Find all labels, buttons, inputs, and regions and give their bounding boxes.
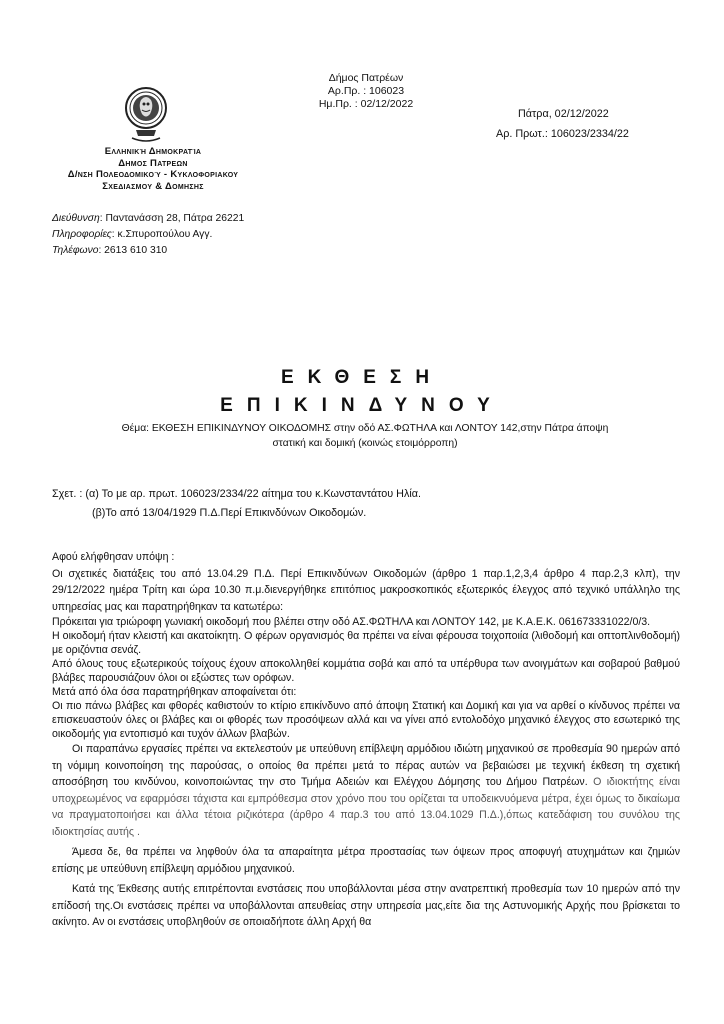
contact-phone: Τηλέφωνο: 2613 610 310 xyxy=(52,245,168,256)
contact-info-person: Πληροφορίες: κ.Σπυροπούλου Αγγ. xyxy=(52,229,213,240)
paragraph-works xyxy=(52,741,680,840)
org-municipality: Δημος Πατρεων xyxy=(118,157,188,169)
registry-stamp xyxy=(296,72,436,111)
paragraph-structure: Η οικοδομή ήταν κλειστή και ακατοίκητη. Ο φέρων οργανισμός θα πρέπει να είναι φέρουσα τοιχοποιία (λιθοδομή και οπτοπλινθοδομή) με οριζόντια σενάζ. xyxy=(52,630,680,656)
reference-b: (β)Το από 13/04/1929 Π.Δ.Περί Επικινδύνων Οικοδομών. xyxy=(92,507,367,519)
org-department: Σχεδιασμου & Δομησης xyxy=(102,180,204,192)
paragraph-protection: Άμεσα δε, θα πρέπει να ληφθούν όλα τα απαραίτητα μέτρα προστασίας των όψεων προς αποφυγή ατυχημάτων και ζημιών επίσης με υπεύθυνη επίβλεψη αρμόδιου μηχανικού. xyxy=(52,846,680,875)
paragraph-provisions: Οι σχετικές διατάξεις του από 13.04.29 Π.Δ. Περί Επικινδύνων Οικοδομών (άρθρο 1 παρ.1,2,3,4 άρθρο 4 παρ.2,3 κλπ), την 29/12/2022 ημέρα Τρίτη και ώρα 10.30 π.μ.διενεργήθηκε επιτόπιος μακροσκοπικός εξωτερικός έλεγχος από τεχνικό υπάλληλο της υπηρεσίας μας και παρατηρήθηκαν τα κατωτέρω: xyxy=(52,567,680,613)
reference-a: Σχετ. : (α) Το με αρ. πρωτ. 106023/2334/22 αίτημα του κ.Κωνσταντάτου Ηλία. xyxy=(52,488,421,500)
paragraph-damage: Από όλους τους εξωτερικούς τοίχους έχουν αποκολληθεί κομμάτια σοβά και από τα υπέρθυρα των ανοιγμάτων και σοβαρού βαθμού βλάβες παρουσιάζουν όλοι οι εξώστες των ορόφων. xyxy=(52,658,680,684)
paragraph-objections: Κατά της Έκθεσης αυτής επιτρέπονται ενστάσεις που υποβάλλονται μέσα στην ανατρεπτική προθεσμία των 10 ημερών από την επίδοσή της.Οι ενστάσεις πρέπει να υποβάλλονται απευθείας στην υπηρεσία μας,είτε δια της Αστυνομικής Αρχής που βρίσκεται το ακίνητο. Αν οι ενστάσεις υποβληθούν σε οποιαδήποτε άλλη Αρχή θα xyxy=(52,883,680,928)
registry-number: Αρ.Πρ. : 106023 xyxy=(327,85,405,97)
contact-info xyxy=(52,211,244,259)
references xyxy=(52,485,421,523)
greek-republic-seal-icon xyxy=(124,86,168,146)
paragraph-conclusion-intro: Μετά από όλα όσα παρατηρήθηκαν αποφαίνεται ότι: xyxy=(52,686,297,698)
works-deadline: Οι παραπάνω εργασίες πρέπει να εκτελεστούν με υπεύθυνη επίβλεψη αρμόδιου ιδιώτη μηχανικού σε προθεσμία 90 ημερών από τη νόμιμη κοινοποίηση της παρούσας, ο οποίος θα πρέπει μετά το πέρας αυτών να βεβαιώσει με τεχνική έκθεση τη σχετική αποσόβηση του κινδύνου, κοινοποιώντας την στο Τμήμα Αδειών και Ελέγχου Δόμησης του Δήμου Πατρέων. xyxy=(52,743,680,788)
registry-date: Ημ.Πρ. : 02/12/2022 xyxy=(318,98,414,110)
protocol-number: Αρ. Πρωτ.: 106023/2334/22 xyxy=(496,128,629,140)
document-title-line2: ΕΠΙΚΙΝΔΥΝΟΥ xyxy=(220,395,504,416)
document-title-line1: ΕΚΘΕΣΗ xyxy=(280,367,444,388)
place-date: Πάτρα, 02/12/2022 xyxy=(518,108,609,120)
paragraph-conclusion: Οι πιο πάνω βλάβες και φθορές καθιστούν το κτίριο επικίνδυνο από άποψη Στατική και Δομική και για να αρθεί ο κίνδυνος πρέπει να επισκευαστούν όλες οι βλάβες και οι φθορές των προσόψεων αλλά και να γίνει από εντολοδόχο μηχανικό έλεγχος στο εσωτερικό της οικοδομής για εντοπισμό και τυχόν άλλων βλαβών. xyxy=(52,700,680,740)
contact-address: Διεύθυνση: Παντανάσση 28, Πάτρα 26221 xyxy=(52,213,245,224)
org-directorate: Δ/νση Πολεοδομικού - Κυκλοφοριακου xyxy=(67,169,239,180)
registry-municipality: Δήμος Πατρέων xyxy=(328,72,404,84)
document-subject xyxy=(84,421,646,451)
org-republic: Ελληνική Δημοκρατία xyxy=(104,146,202,157)
report-body xyxy=(52,549,680,931)
subject-line2: στατική και δομική (κοινώς ετοιμόρροπη) xyxy=(272,438,458,449)
owner-obligation: Ο ιδιοκτήτης είναι υποχρεωμένος να εφαρμόσει τάχιστα και εμπρόθεσμα στον χρόνο που του ορίζεται τα υποδεικνυόμενα μέτρα, έχει όμως το δικαίωμα να πραγματοποιήσει και άλλα τέτοια ριζικότερα (άρθρο 4 παρ.3 του από 13.04.1029 Π.Δ.),όπως κατεδάφιση του συνόλου της ιδιοκτησίας αυτής . xyxy=(52,776,681,838)
subject-line1: Θέμα: ΕΚΘΕΣΗ ΕΠΙΚΙΝΔΥΝΟΥ ΟΙΚΟΔΟΜΗΣ στην οδό ΑΣ.ΦΩΤΗΛΑ και ΛΟΝΤΟΥ 142,στην Πάτρα άποψη xyxy=(121,423,609,434)
paragraph-building: Πρόκειται για τριώροφη γωνιακή οικοδομή που βλέπει στην οδό ΑΣ.ΦΩΤΗΛΑ και ΛΟΝΤΟΥ 142, με Κ.Α.Ε.Κ. 061673331022/0/3. xyxy=(52,616,651,628)
paragraph-considered: Αφού ελήφθησαν υπόψη : xyxy=(52,551,175,563)
organization-header xyxy=(48,146,258,192)
